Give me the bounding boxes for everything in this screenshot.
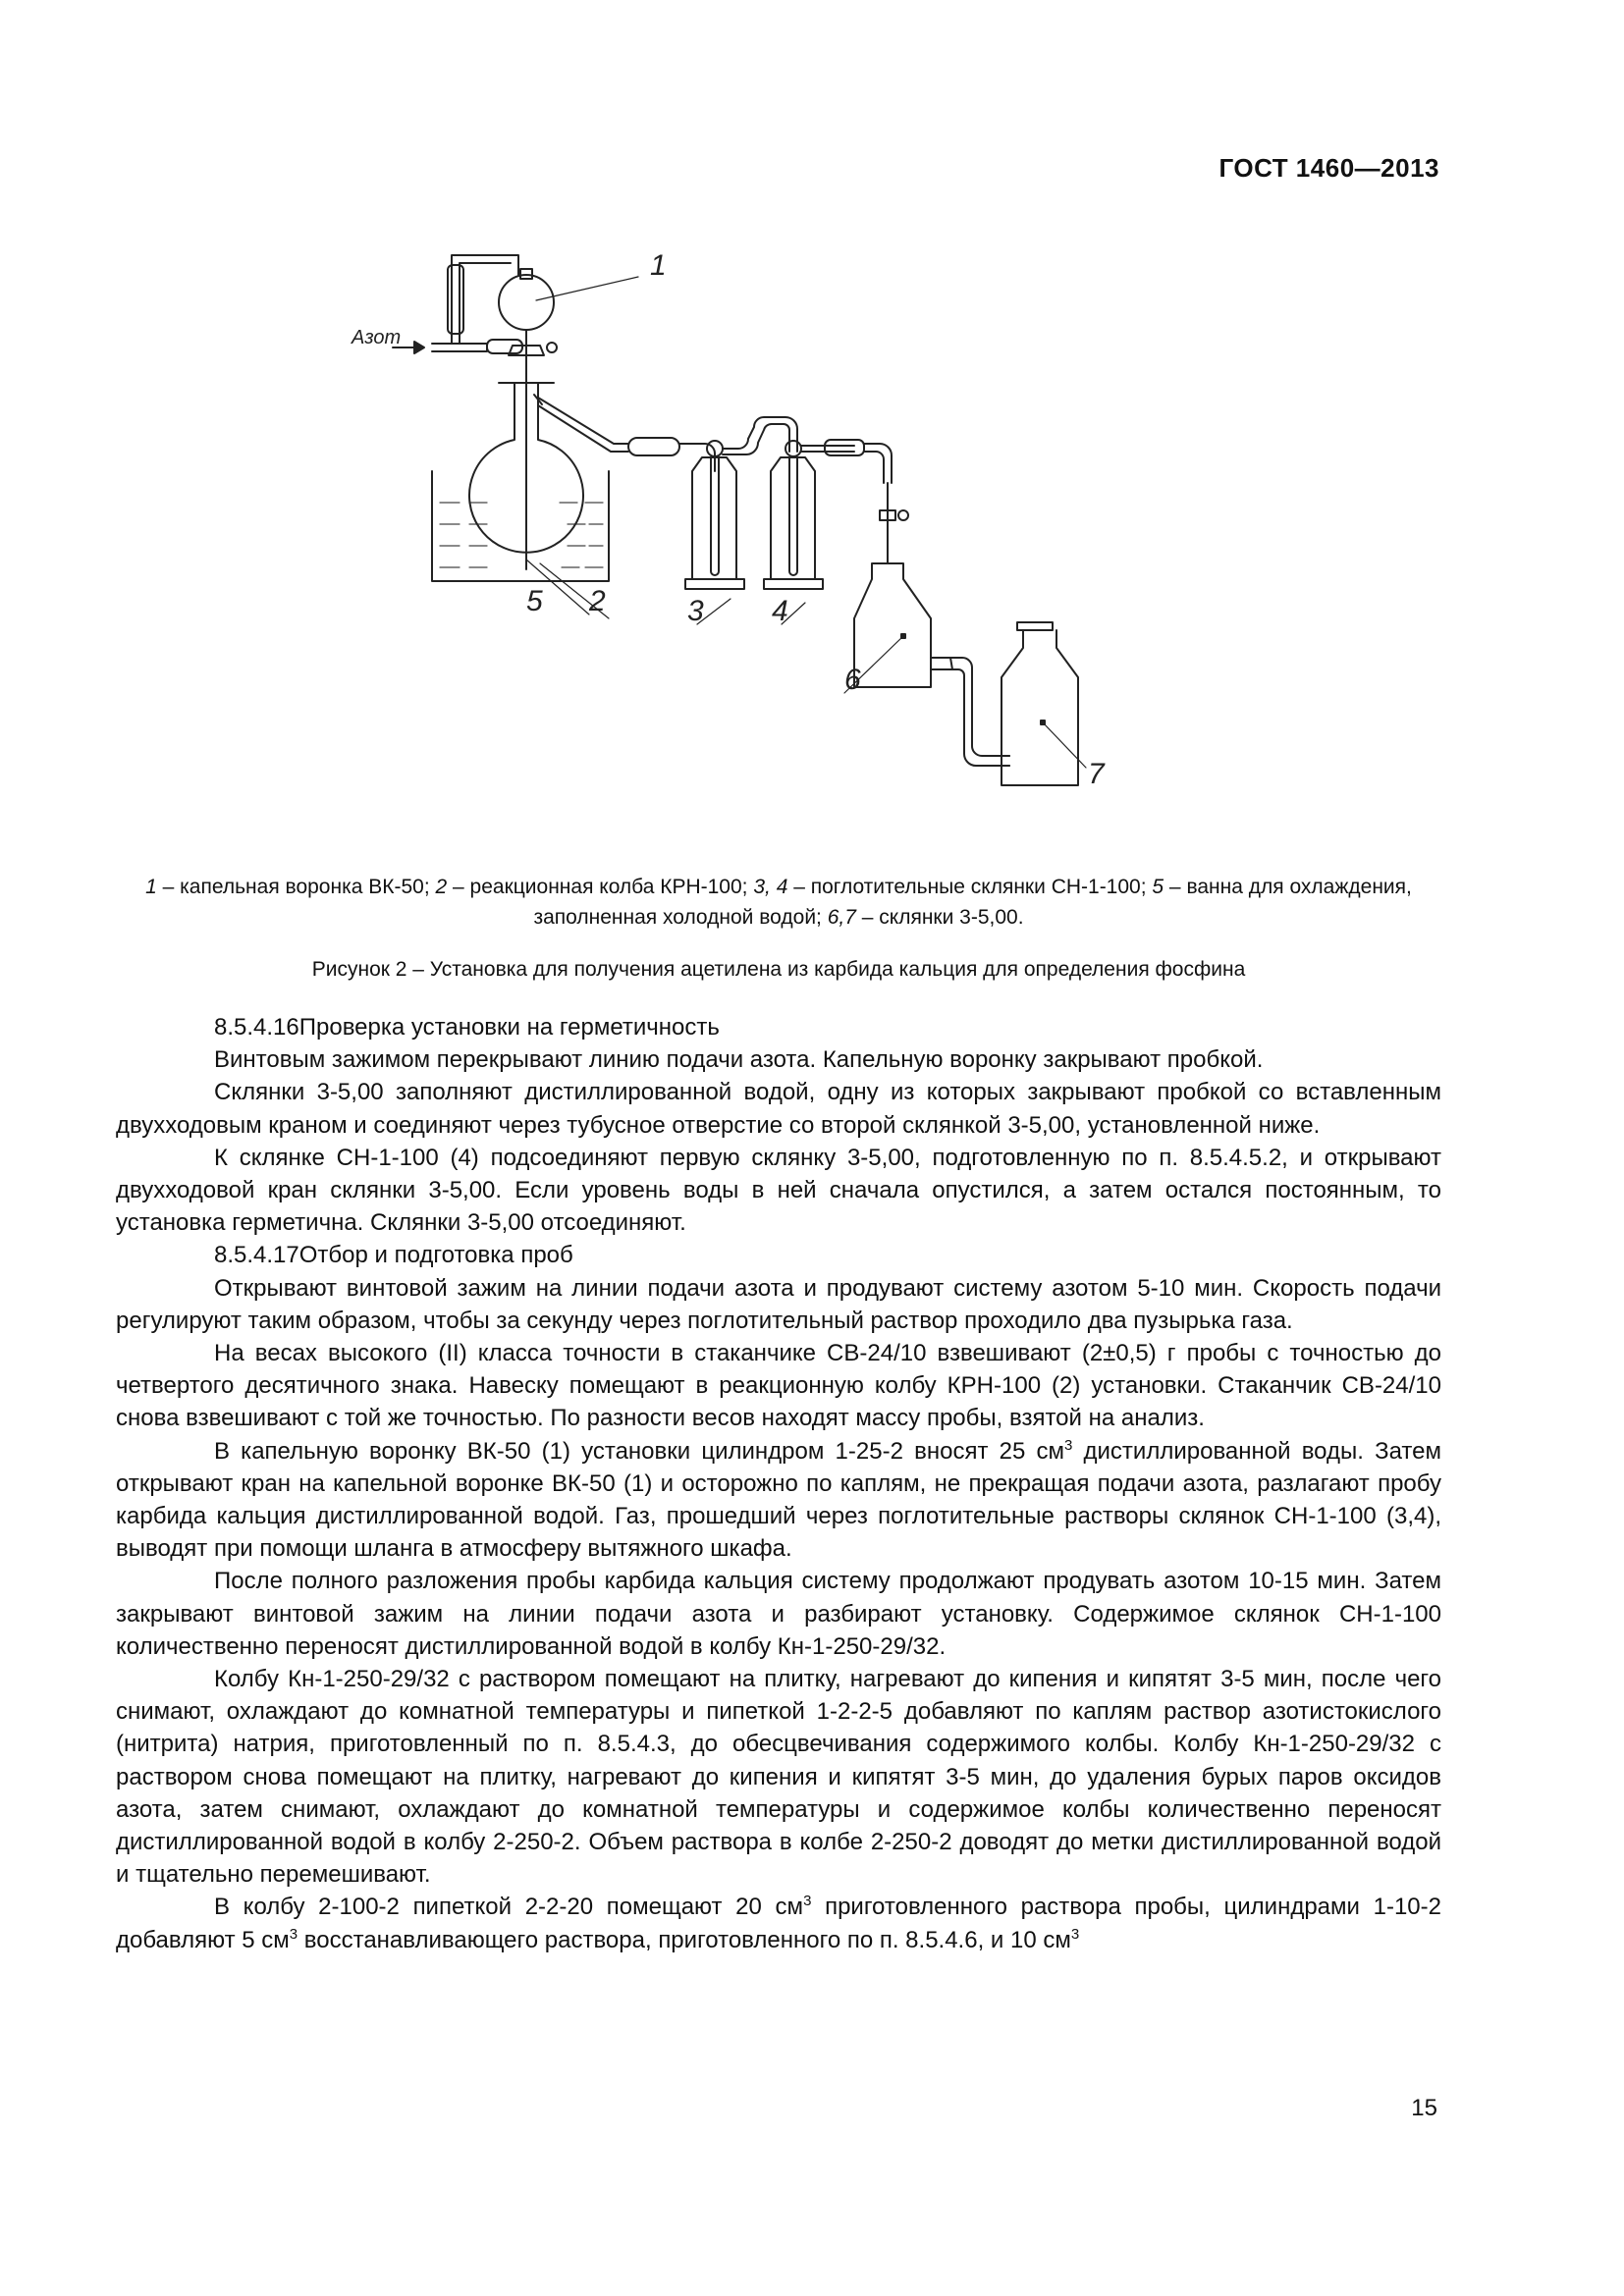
legend-text-2: – реакционная колба КРН-100;	[447, 876, 754, 898]
legend-num-67: 6,7	[827, 906, 856, 929]
legend-num-2: 2	[435, 876, 448, 898]
bottle-7	[1001, 622, 1078, 785]
apparatus-diagram	[295, 226, 1276, 854]
legend-text-5: – ванна для охлаждения, заполненная холодной водой;	[533, 876, 1412, 929]
superscript: 3	[1064, 1436, 1073, 1454]
body-text	[116, 1011, 1441, 1956]
figure-caption: Рисунок 2 – Установка для получения ацетилена из карбида кальция для определения фосфина	[311, 958, 1246, 981]
superscript: 3	[803, 1893, 812, 1910]
superscript: 3	[1070, 1925, 1080, 1943]
callout-7: 7	[1088, 758, 1105, 790]
legend-text-1: – капельная воронка ВК-50;	[156, 876, 436, 898]
callout-4: 4	[772, 595, 788, 627]
apparatus-figure	[295, 226, 1276, 854]
paragraph: Склянки 3-5,00 заполняют дистиллированной водой, одну из которых закрывают пробкой со вставленным двухходовым краном и соединяют через тубусное отверстие со второй склянкой 3-5,00, установленной ниже.	[116, 1079, 1441, 1139]
legend-num-1: 1	[145, 876, 157, 898]
page-number: 15	[1411, 2095, 1437, 2121]
callout-1: 1	[650, 249, 667, 282]
paragraph-part: В капельную воронку ВК-50 (1) установки цилиндром 1-25-2 вносят 25 см	[214, 1437, 1064, 1465]
callout-2: 2	[589, 585, 606, 617]
paragraph: Винтовым зажимом перекрывают линию подачи азота. Капельную воронку закрывают пробкой.	[214, 1046, 1264, 1074]
paragraph: На весах высокого (II) класса точности в стаканчике СВ-24/10 взвешивают (2±0,5) г пробы с точностью до четвертого десятичного знака. Навеску помещают в реакционную колбу КРН-100 (2) установки. Стаканчик СВ-24/10 снова взвешивают с той же точностью. По разности весов находят массу пробы, взятой на анализ.	[116, 1340, 1441, 1432]
callout-5: 5	[526, 585, 543, 617]
paragraph: После полного разложения пробы карбида кальция систему продолжают продувать азотом 10-15 мин. Затем закрывают винтовой зажим на линии подачи азота и разбирают установку. Содержимое склянок СН-1-100 количественно переносят дистиллированной водой в колбу Кн-1-250-29/32.	[116, 1568, 1441, 1660]
reaction-flask	[469, 342, 715, 569]
paragraph: Открывают винтовой зажим на линии подачи азота и продувают систему азотом 5-10 мин. Скорость подачи регулируют таким образом, чтобы за секунду через поглотительный раствор проходило два пузырька газа.	[116, 1274, 1441, 1334]
callout-6: 6	[844, 664, 861, 696]
callout-3: 3	[687, 595, 704, 627]
legend-text-67: – склянки 3-5,00.	[855, 906, 1024, 929]
paragraph	[116, 1435, 1441, 1566]
legend-num-34: 3, 4	[753, 876, 788, 898]
figure-legend	[116, 872, 1441, 933]
paragraph: К склянке СН-1-100 (4) подсоединяют первую склянку 3-5,00, подготовленную по п. 8.5.4.5.2, и открывают двухходовой кран склянки 3-5,00. Если уровень воды в ней сначала опустился, а затем остался постоянным, то установка герметична. Склянки 3-5,00 отсоединяют.	[116, 1144, 1441, 1237]
section-heading-8-5-4-17: 8.5.4.17Отбор и подготовка проб	[214, 1242, 573, 1269]
paragraph-part: дистиллированной воды. Затем открывают кран на капельной воронке ВК-50 (1) и осторожно по каплям, не прекращая подачи азота, разлагают пробу карбида кальция дистиллированной водой. Газ, прошедший через поглотительные растворы склянок СН-1-100 (3,4), выводят при помощи шланга в атмосферу вытяжного шкафа.	[116, 1437, 1441, 1563]
paragraph-part: восстанавливающего раствора, приготовленного по п. 8.5.4.6, и 10 см	[298, 1926, 1071, 1953]
bottle-6	[854, 483, 1009, 766]
paragraph: Колбу Кн-1-250-29/32 с раствором помещают на плитку, нагревают до кипения и кипятят 3-5 мин, после чего снимают, охлаждают до комнатной температуры и пипеткой 1-2-2-5 добавляют по каплям раствор азотистокислого (нитрита) натрия, приготовленный по п. 8.5.4.3, до обесцвечивания содержимого колбы. Колбу Кн-1-250-29/32 с раствором снова помещают на плитку, нагревают до кипения и кипятят 3-5 мин, до удаления бурых паров оксидов азота, затем снимают, охлаждают до комнатной температуры и содержимое колбы количественно переносят дистиллированной водой в колбу 2-250-2. Объем раствора в колбе 2-250-2 доводят до метки дистиллированной водой и тщательно перемешивают.	[116, 1666, 1441, 1889]
legend-num-5: 5	[1152, 876, 1164, 898]
dropping-funnel	[393, 255, 557, 373]
paragraph	[116, 1891, 1441, 1955]
legend-text-34: – поглотительные склянки СН-1-100;	[787, 876, 1153, 898]
paragraph-part: приготовленного раствора пробы, цилиндрами 1-10-2 добавляют 5 см	[116, 1894, 1441, 1953]
section-heading-8-5-4-16: 8.5.4.16Проверка установки на герметичность	[214, 1014, 720, 1041]
document-code: ГОСТ 1460—2013	[1218, 153, 1439, 183]
superscript: 3	[289, 1925, 298, 1943]
label-azot: Азот	[352, 327, 402, 348]
paragraph-part: В колбу 2-100-2 пипеткой 2-2-20 помещают 20 см	[214, 1894, 804, 1921]
